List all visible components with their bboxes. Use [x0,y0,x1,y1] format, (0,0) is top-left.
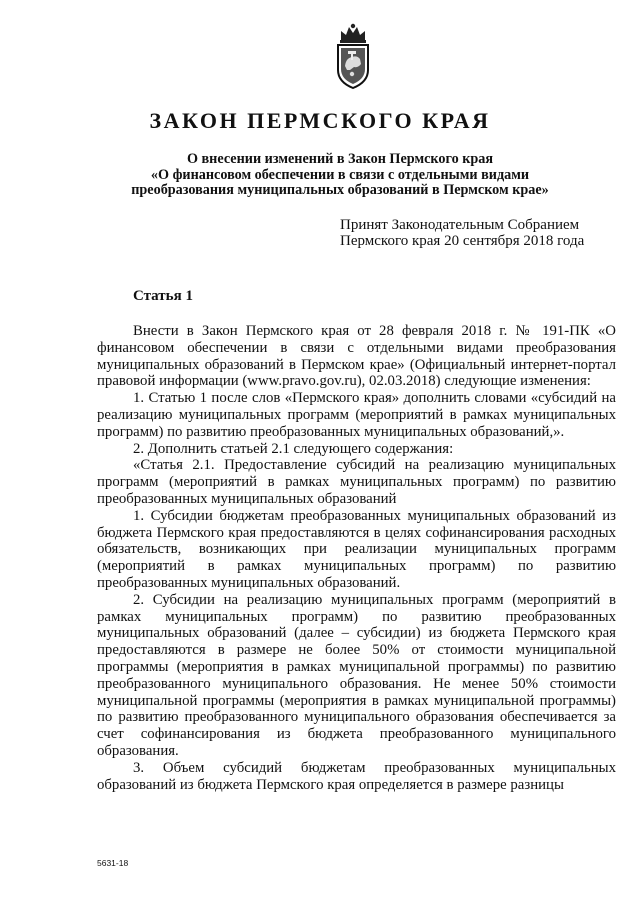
adoption-line: Пермского края 20 сентября 2018 года [340,232,585,249]
paragraph-2-1-part-3: 3. Объем субсидий бюджетам преобразованных муниципальных образований из бюджета Пермского края определяется в размере разницы [97,759,616,793]
subtitle-line: «О финансовом обеспечении в связи с отдельными видами [150,166,530,183]
paragraph-intro: Внести в Закон Пермского края от 28 февраля 2018 г. № 191-ПК «О финансовом обеспечении в связи с отдельными видами преобразования муниципальных образований в Пермском крае» (Официальный интернет-портал правовой информации (www.pravo.gov.ru), 02.03.2018) следующие изменения: [97,323,616,390]
paragraph-2-1-part-2: 2. Субсидии на реализацию муниципальных программ (мероприятий в рамках муниципальных программ) по развитию преобразованных муниципальных образований (далее – субсидии) из бюджета Пермского края предоставляются в размере не более 50% от стоимости муниципальной программы (мероприятия в рамках муниципальной программы) по развитию преобразованного муниципального образования. Не менее 50% стоимости муниципальной программы (мероприятия в рамках муниципальной программы) по развитию преобразованного муниципального образования обеспечивается за счет софинансирования из бюджета преобразованного муниципального образования. [97,591,616,759]
paragraph-item-2: 2. Дополнить статьей 2.1 следующего содержания: [133,440,454,457]
subtitle-line: О внесении изменений в Закон Пермского края [186,151,494,167]
document-code: 5631-18 [97,858,129,868]
article-body [97,323,616,793]
article-heading: Статья 1 [133,288,193,304]
adoption-note [340,218,584,249]
subtitle-line: преобразования муниципальных образований в Пермском крае» [131,182,549,198]
law-title: ЗАКОН ПЕРМСКОГО КРАЯ [149,108,491,133]
adoption-line: Принят Законодательным Собранием [340,217,580,233]
coat-of-arms-icon [330,22,376,90]
paragraph-article-2-1-title: «Статья 2.1. Предоставление субсидий на реализацию муниципальных программ (мероприятий в рамках муниципальных программ) по развитию преобразованных муниципальных образований [97,457,616,507]
paragraph-item-1: 1. Статью 1 после слов «Пермского края» дополнить словами «субсидий на реализацию муниципальных программ (мероприятий в рамках муниципальных программ) по развитию преобразованных муниципальных образований,». [97,390,616,440]
law-subtitle [90,152,590,199]
paragraph-2-1-part-1: 1. Субсидии бюджетам преобразованных муниципальных образований из бюджета Пермского края предоставляются в целях софинансирования расходных обязательств, возникающих при реализации муниципальных программ (мероприятий в рамках муниципальных программ) по развитию преобразованных муниципальных образований. [97,507,616,591]
